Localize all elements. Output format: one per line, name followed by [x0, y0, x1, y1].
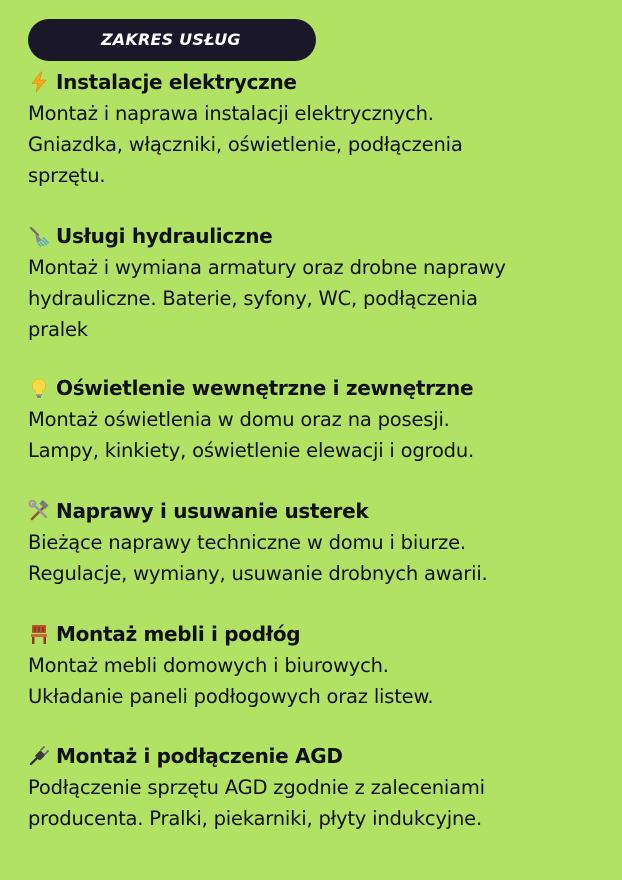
description-line: Regulacje, wymiany, usuwanie drobnych awarii.	[28, 562, 488, 585]
service-title: Montaż mebli i podłóg	[56, 622, 301, 646]
description-line: Podłączenie sprzętu AGD zgodnie z zaleceniami	[28, 776, 485, 799]
description-line: sprzętu.	[28, 164, 106, 187]
service-title: Montaż i podłączenie AGD	[56, 744, 343, 768]
description-line: Montaż i naprawa instalacji elektrycznych.	[28, 102, 434, 125]
section-title-pill	[28, 19, 316, 61]
electric-plug-icon	[28, 745, 50, 767]
service-description	[28, 527, 603, 589]
service-heading	[28, 497, 608, 525]
description-line: Montaż mebli domowych i biurowych.	[28, 654, 389, 677]
service-title: Naprawy i usuwanie usterek	[56, 499, 369, 523]
lightning-icon	[28, 71, 50, 93]
service-title: Usługi hydrauliczne	[56, 224, 273, 248]
service-furniture	[28, 620, 608, 712]
service-repairs	[28, 497, 608, 589]
description-line: hydrauliczne. Baterie, syfony, WC, podłączenia	[28, 287, 478, 310]
description-line: Układanie paneli podłogowych oraz listew.	[28, 685, 434, 708]
service-electrical	[28, 68, 608, 191]
service-heading	[28, 68, 608, 96]
description-line: Bieżące naprawy techniczne w domu i biurze.	[28, 531, 466, 554]
service-plumbing	[28, 222, 608, 345]
service-title: Oświetlenie wewnętrzne i zewnętrzne	[56, 376, 474, 400]
service-description	[28, 252, 603, 345]
hammer-wrench-icon	[28, 500, 50, 522]
service-appliances	[28, 742, 608, 834]
section-title: ZAKRES USŁUG	[101, 30, 241, 49]
service-description	[28, 650, 603, 712]
service-description	[28, 772, 603, 834]
service-title: Instalacje elektryczne	[56, 70, 297, 94]
description-line: Lampy, kinkiety, oświetlenie elewacji i ogrodu.	[28, 439, 475, 462]
service-heading	[28, 222, 608, 250]
description-line: Gniazdka, włączniki, oświetlenie, podłączenia	[28, 133, 463, 156]
description-line: pralek	[28, 318, 88, 341]
service-description	[28, 404, 603, 466]
service-heading	[28, 620, 608, 648]
service-heading	[28, 374, 608, 402]
service-heading	[28, 742, 608, 770]
chair-icon	[28, 623, 50, 645]
description-line: Montaż i wymiana armatury oraz drobne naprawy	[28, 256, 506, 279]
light-bulb-icon	[28, 377, 50, 399]
description-line: Montaż oświetlenia w domu oraz na posesji.	[28, 408, 450, 431]
description-line: producenta. Pralki, piekarniki, płyty indukcyjne.	[28, 807, 482, 830]
service-lighting	[28, 374, 608, 466]
shower-icon	[28, 225, 50, 247]
service-description	[28, 98, 603, 191]
